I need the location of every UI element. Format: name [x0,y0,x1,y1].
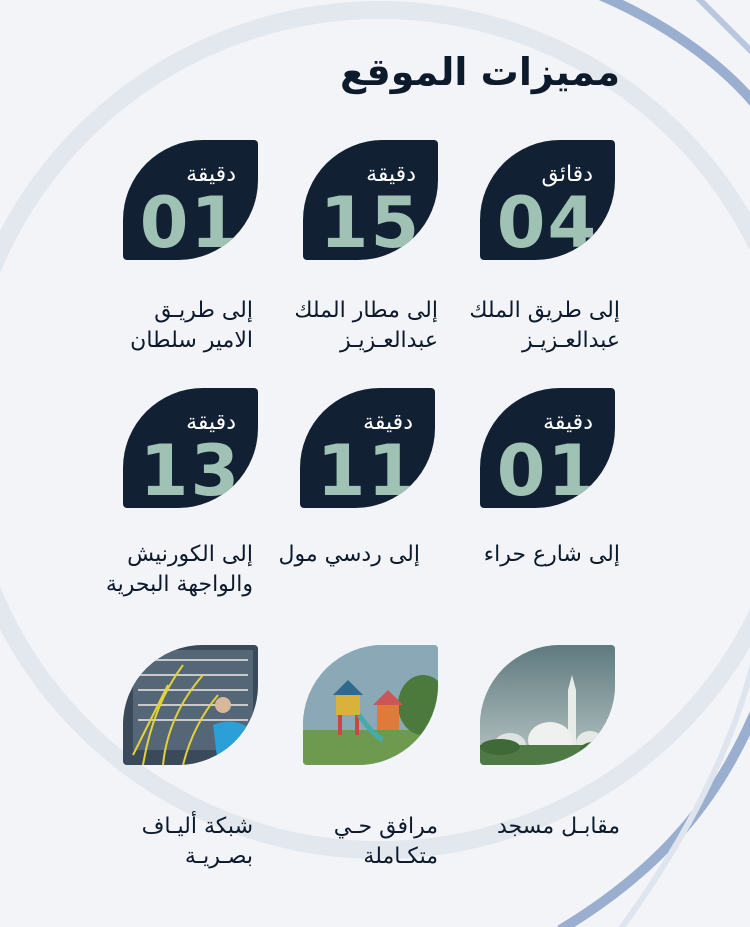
time-number: 15 [319,182,422,260]
fiber-network-photo [123,645,258,765]
label-line: مرافق حـي [333,814,438,839]
label-airport [263,296,438,356]
label-line: عبدالعـزيـز [521,328,620,353]
playground-photo [303,645,438,765]
label-line: إلى طريـق [154,298,253,323]
label-line: إلى طريق الملك [469,298,620,323]
label-king-road [445,296,620,356]
time-unit: دقيقة [363,410,413,435]
time-unit: دقيقة [366,162,416,187]
label-red-sea-mall [245,540,420,570]
time-number: 11 [316,430,419,508]
label-mosque [445,812,620,842]
label-hira-street [445,540,620,570]
time-unit: دقيقة [543,410,593,435]
time-number: 01 [139,182,242,260]
time-unit: دقائق [541,162,593,187]
label-line: الامير سلطان [130,328,253,353]
label-fiber [78,812,253,872]
label-facilities [263,812,438,872]
time-number: 13 [139,430,242,508]
label-line: والواجهة البحرية [105,572,253,597]
page-title: مميزات الموقع [339,50,620,94]
label-line: بصـريـة [184,844,253,869]
time-unit: دقيقة [186,410,236,435]
label-line: شبكة أليـاف [141,814,253,839]
label-line: إلى الكورنيش [127,542,253,567]
label-line: إلى مطار الملك [294,298,438,323]
time-number: 01 [496,430,599,508]
label-line: متكـاملة [363,844,438,869]
label-line: عبدالعـزيـز [339,328,438,353]
time-unit: دقيقة [186,162,236,187]
time-number: 04 [496,182,599,260]
label-corniche [78,540,253,600]
label-line: إلى شارع حراء [483,542,620,567]
label-line: مقابـل مسجد [497,814,620,839]
mosque-photo [480,645,615,765]
label-line: إلى ردسي مول [278,542,420,567]
label-prince-sultan [78,296,253,356]
